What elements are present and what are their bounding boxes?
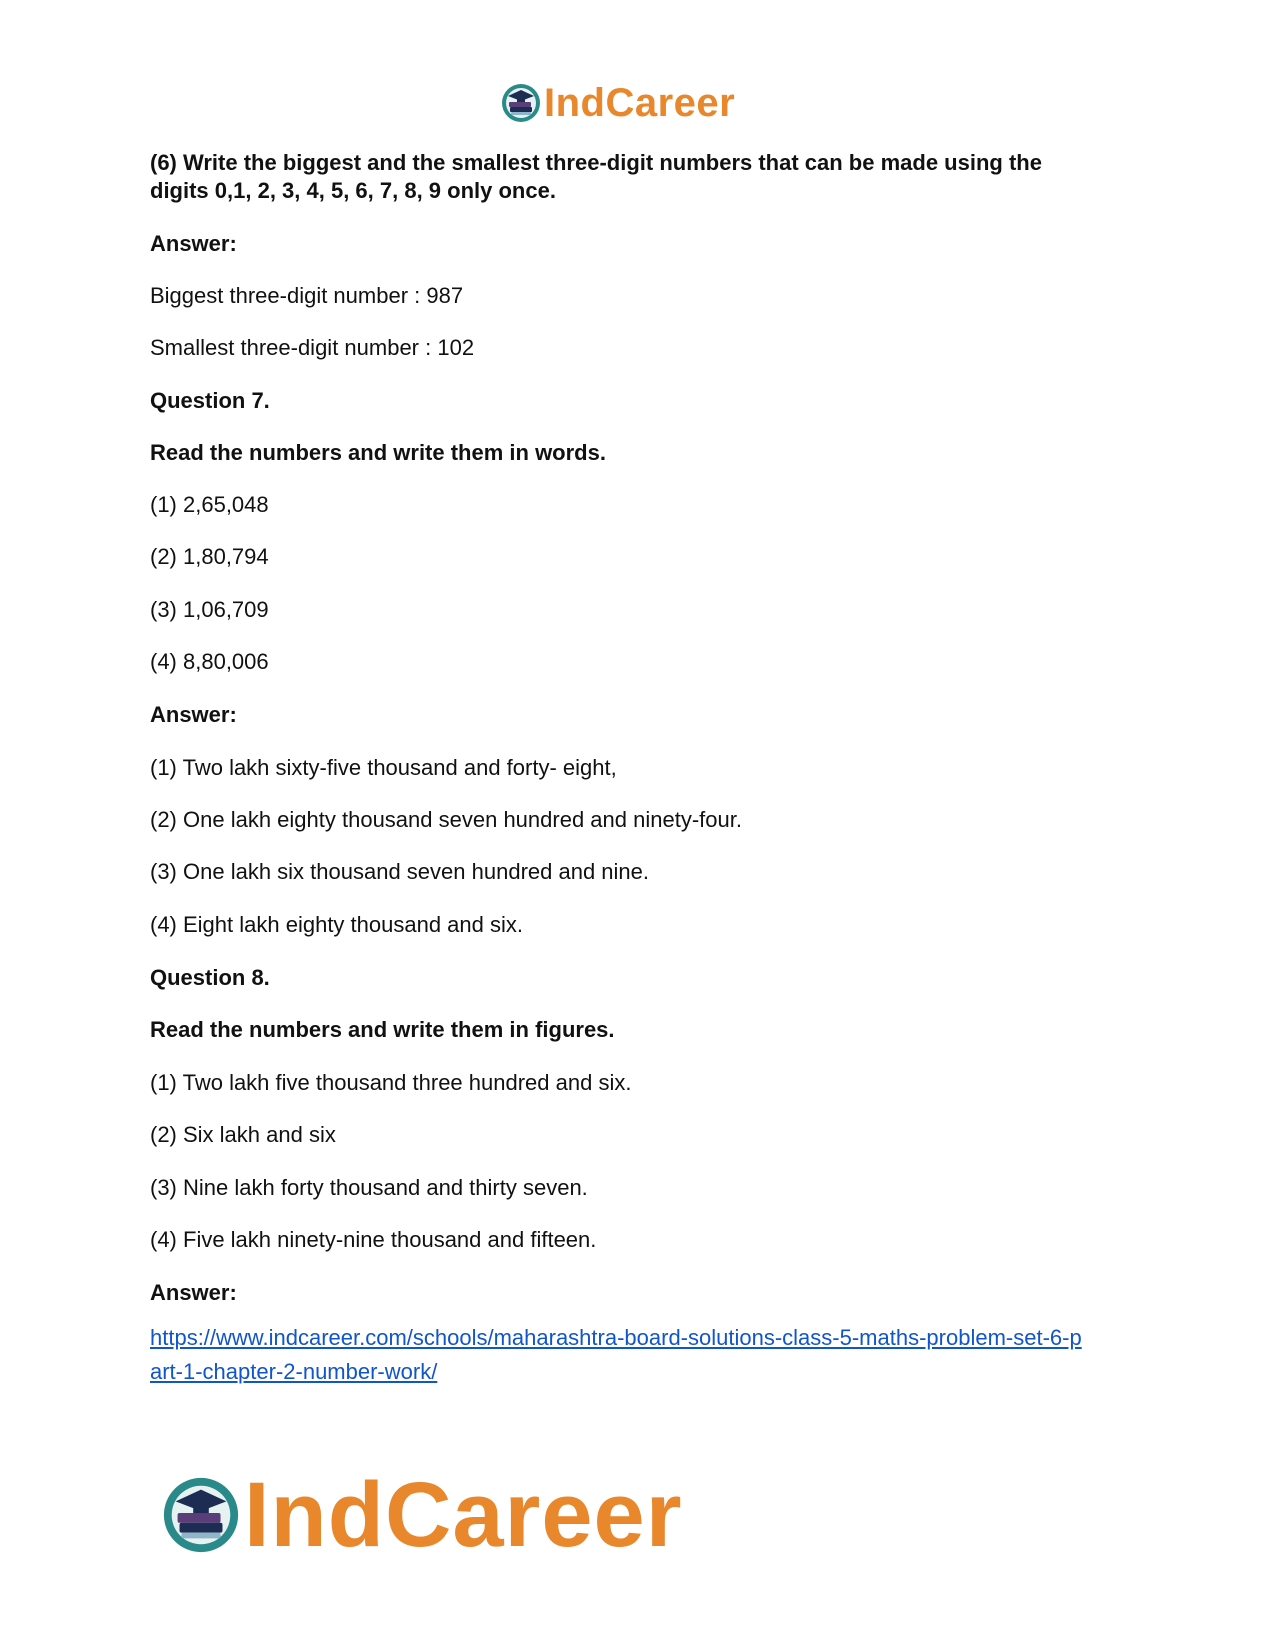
graduation-book-icon (500, 82, 542, 124)
brand-wordmark: IndCareer (544, 81, 736, 125)
q8-prompt: Read the numbers and write them in figures. (150, 1017, 615, 1042)
brand-wordmark: IndCareer (244, 1464, 683, 1566)
q8-item-2: (2) Six lakh and six (150, 1122, 336, 1147)
q7-answer-4: (4) Eight lakh eighty thousand and six. (150, 912, 524, 937)
q8-item-4: (4) Five lakh ninety-nine thousand and fifteen. (150, 1227, 597, 1252)
q7-answer-3: (3) One lakh six thousand seven hundred and nine. (150, 859, 649, 884)
footer-logo (160, 1465, 683, 1565)
q6-question-line1: (6) Write the biggest and the smallest three-digit numbers that can be made using the (150, 150, 1042, 175)
solution-link-line1[interactable]: https://www.indcareer.com/schools/maharashtra-board-solutions-class-5-maths-problem-set-6-p (150, 1325, 1082, 1350)
header-logo (500, 78, 735, 128)
q7-item-1: (1) 2,65,048 (150, 492, 269, 517)
q6-answer-smallest: Smallest three-digit number : 102 (150, 335, 475, 360)
q6-question-line2: digits 0,1, 2, 3, 4, 5, 6, 7, 8, 9 only once. (150, 178, 556, 203)
q8-item-3: (3) Nine lakh forty thousand and thirty seven. (150, 1175, 588, 1200)
solution-link-line2[interactable]: art-1-chapter-2-number-work/ (150, 1359, 438, 1384)
q7-answer-2: (2) One lakh eighty thousand seven hundred and ninety-four. (150, 807, 742, 832)
q7-title: Question 7. (150, 388, 270, 413)
graduation-book-icon (160, 1474, 242, 1556)
q6-answer-biggest: Biggest three-digit number : 987 (150, 283, 464, 308)
q6-answer-label: Answer: (150, 231, 237, 256)
q7-item-3: (3) 1,06,709 (150, 597, 269, 622)
q7-item-4: (4) 8,80,006 (150, 649, 269, 674)
q7-prompt: Read the numbers and write them in words. (150, 440, 606, 465)
q7-item-2: (2) 1,80,794 (150, 544, 269, 569)
q7-answer-label: Answer: (150, 702, 237, 727)
q8-answer-label: Answer: (150, 1280, 237, 1305)
q8-item-1: (1) Two lakh five thousand three hundred and six. (150, 1070, 632, 1095)
q8-title: Question 8. (150, 965, 270, 990)
q7-answer-1: (1) Two lakh sixty-five thousand and forty- eight, (150, 755, 617, 780)
